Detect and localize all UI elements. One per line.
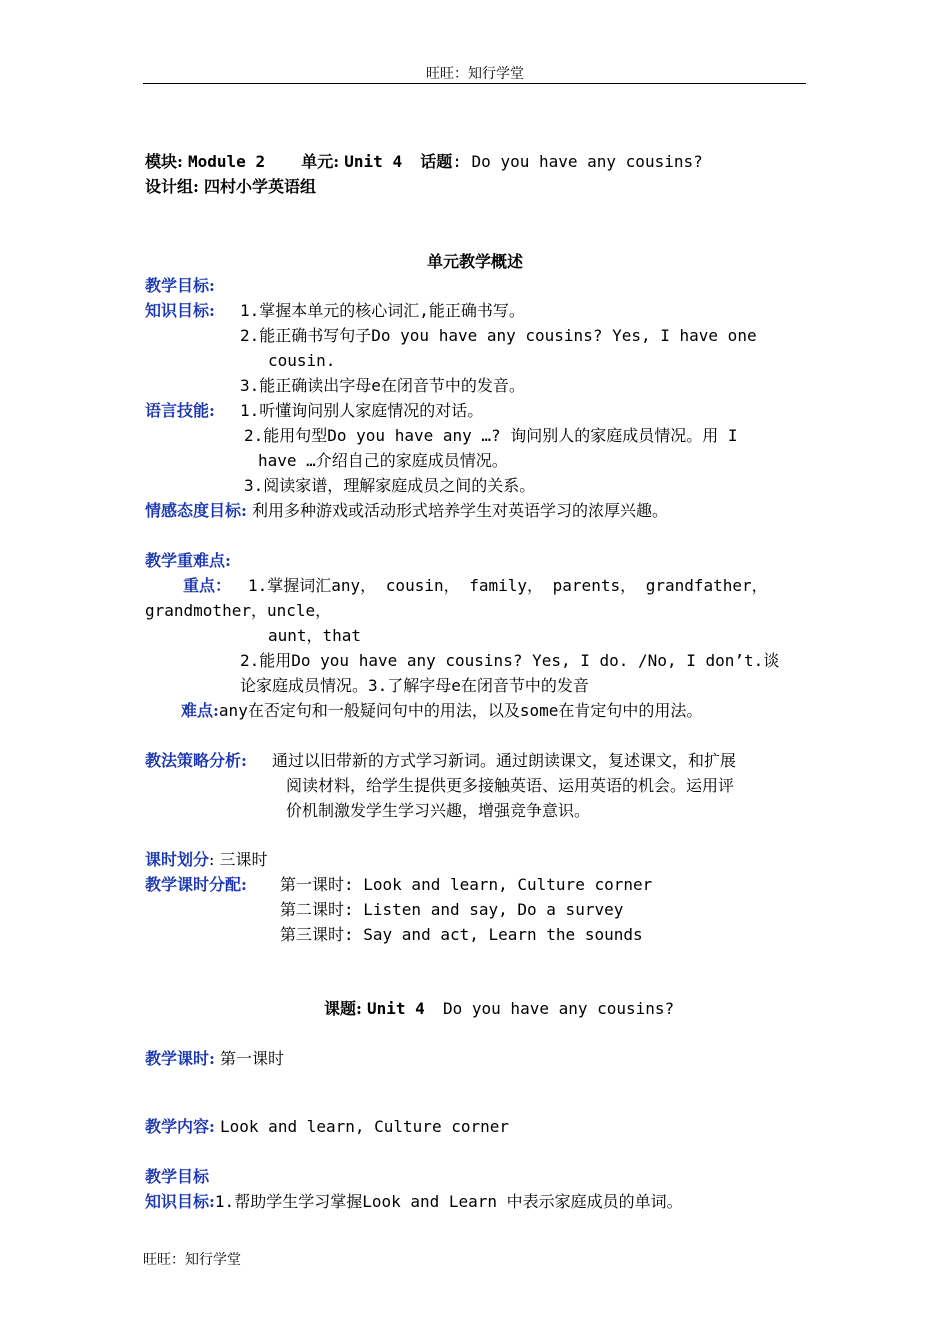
lesson-period-label: 教学课时:: [145, 1049, 215, 1068]
focus-item-1: 1.掌握词汇any， cousin， family， parents， grandfather，: [248, 576, 768, 595]
knowledge-item-1: 1.掌握本单元的核心词汇,能正确书写。: [240, 301, 525, 320]
group-label: 设计组:: [145, 177, 199, 196]
page-footer: 旺旺：知行学堂: [143, 1252, 241, 1268]
focus-item-1-cont: grandmother，uncle，: [145, 601, 332, 620]
design-group-line: [145, 177, 316, 197]
allocation-item-3: 第三课时: Say and act, Learn the sounds: [280, 925, 643, 944]
lesson-period-line: [145, 1049, 284, 1069]
periods-value: : 三课时: [209, 850, 268, 869]
allocation-item-1: 第一课时: Look and learn, Culture corner: [280, 875, 653, 894]
topic-value: : Do you have any cousins?: [452, 152, 703, 171]
periods-label: 课时划分: [145, 850, 210, 869]
knowledge-item-3: 3.能正确读出字母e在闭音节中的发音。: [240, 376, 525, 395]
lesson-topic-label: 课题:: [324, 999, 362, 1018]
periods-line: [145, 850, 268, 870]
lesson-content-label: 教学内容:: [145, 1117, 215, 1136]
skill-item-3: 3.阅读家谱，理解家庭成员之间的关系。: [244, 476, 536, 495]
attitude-line: [145, 501, 668, 521]
skill-item-1: 1.听懂询问别人家庭情况的对话。: [240, 401, 484, 420]
allocation-label: 教学课时分配:: [145, 875, 247, 894]
focus-label: 重点：: [183, 576, 232, 595]
lesson-topic-title: Do you have any cousins?: [443, 999, 675, 1018]
lesson-content-line: [145, 1117, 509, 1137]
lesson-content-value: Look and learn, Culture corner: [220, 1117, 509, 1136]
lesson-knowledge-1: 1.帮助学生学习掌握Look and Learn 中表示家庭成员的单词。: [214, 1192, 683, 1211]
topic-label: 话题: [420, 152, 453, 171]
lesson-knowledge-label: 知识目标:: [145, 1192, 215, 1211]
strategy-line-1: 通过以旧带新的方式学习新词。通过朗读课文，复述课文，和扩展: [272, 751, 737, 770]
page-header: 旺旺：知行学堂: [426, 66, 524, 82]
group-value: 四村小学英语组: [204, 177, 317, 196]
strategy-line-2: 阅读材料，给学生提供更多接触英语、运用英语的机会。运用评: [286, 776, 735, 795]
lesson-knowledge-line: [145, 1192, 683, 1212]
focus-item-1-cont2: aunt，that: [268, 626, 362, 645]
knowledge-item-2-cont: cousin.: [268, 351, 336, 370]
header-rule: [143, 83, 806, 84]
focus-item-2: 2.能用Do you have any cousins? Yes, I do. /No, I don’t.谈: [240, 651, 780, 670]
unit-label: 单元:: [301, 152, 340, 171]
knowledge-label: 知识目标:: [145, 301, 215, 320]
skill-label: 语言技能:: [145, 401, 215, 420]
skill-item-2-cont: have …介绍自己的家庭成员情况。: [258, 451, 508, 470]
difficulty-label: 难点:: [181, 701, 219, 720]
module-value: Module 2: [188, 152, 266, 171]
skill-item-2: 2.能用句型Do you have any …? 询问别人的家庭成员情况。用 I: [244, 426, 738, 445]
unit-value: Unit 4: [344, 152, 403, 171]
focus-item-2-cont: 论家庭成员情况。3.了解字母e在闭音节中的发音: [240, 676, 589, 695]
meta-line: [145, 152, 703, 172]
lesson-topic-unit: Unit 4: [367, 999, 425, 1018]
attitude-label: 情感态度目标:: [145, 501, 247, 520]
keypoints-label: 教学重难点:: [145, 551, 231, 570]
lesson-period-value: 第一课时: [220, 1049, 285, 1068]
lesson-goals-label: 教学目标: [145, 1167, 210, 1186]
strategy-line-3: 价机制激发学生学习兴趣，增强竞争意识。: [286, 801, 591, 820]
knowledge-item-2: 2.能正确书写句子Do you have any cousins? Yes, I have one: [240, 326, 757, 345]
attitude-text: 利用多种游戏或活动形式培养学生对英语学习的浓厚兴趣。: [252, 501, 669, 520]
lesson-topic-line: [324, 999, 674, 1019]
module-label: 模块:: [145, 152, 183, 171]
strategy-label: 教法策略分析:: [145, 751, 247, 770]
overview-title: 单元教学概述: [426, 252, 523, 271]
allocation-item-2: 第二课时: Listen and say, Do a survey: [280, 900, 624, 919]
difficulty-line: [181, 701, 702, 721]
difficulty-text: any在否定句和一般疑问句中的用法，以及some在肯定句中的用法。: [218, 701, 703, 720]
goals-label: 教学目标:: [145, 276, 215, 295]
